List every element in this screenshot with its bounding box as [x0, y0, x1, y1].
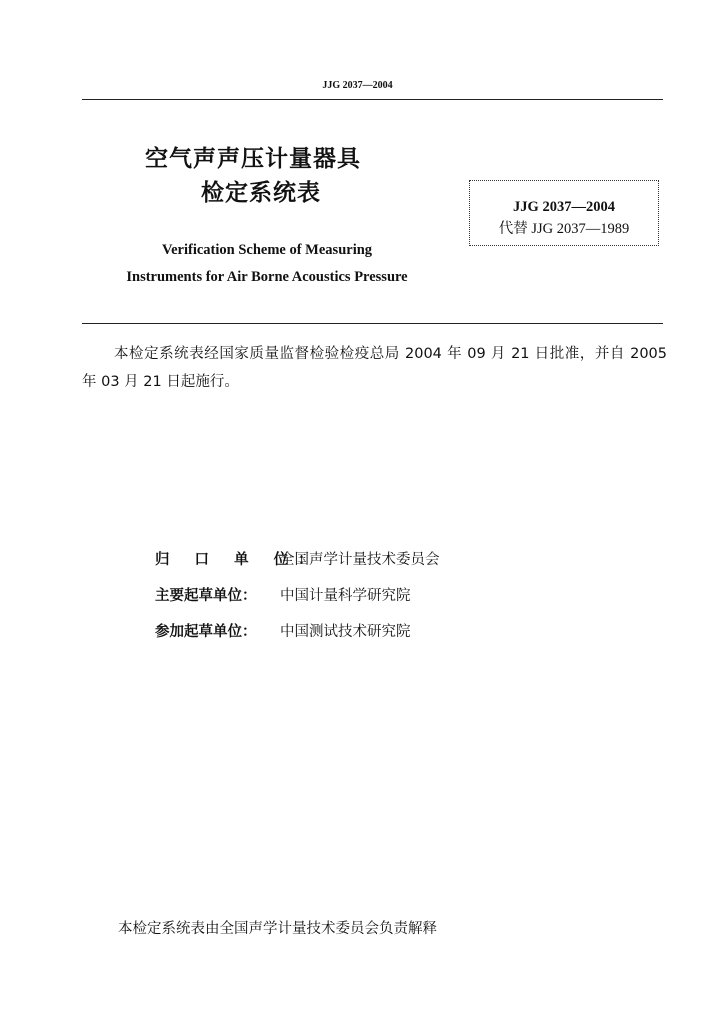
- unit-row-participating-drafter: [155, 620, 440, 656]
- header-rule: [82, 99, 663, 100]
- interpretation-note: 本检定系统表由全国声学计量技术委员会负责解释: [118, 921, 437, 937]
- unit-label: 参加起草单位：: [155, 624, 257, 640]
- section-rule: [82, 323, 663, 324]
- title-english: [82, 237, 452, 291]
- unit-value: 中国计量科学研究院: [280, 588, 411, 604]
- title-chinese-line1: 空气声声压计量器具: [145, 146, 361, 172]
- unit-row-responsible: [155, 548, 440, 584]
- title-english-line2: Instruments for Air Borne Acoustics Pressure: [126, 269, 408, 285]
- header-standard-code: JJG 2037—2004: [322, 80, 393, 91]
- unit-label: 主要起草单位：: [155, 588, 257, 604]
- title-chinese: [145, 142, 361, 210]
- title-chinese-line2: 检定系统表: [201, 180, 321, 206]
- unit-value: 中国测试技术研究院: [280, 624, 411, 640]
- unit-row-main-drafter: [155, 584, 440, 620]
- standard-code: JJG 2037—2004: [513, 199, 615, 215]
- standard-code-box: [469, 180, 659, 246]
- replaces-code: 代替 JJG 2037—1989: [498, 221, 630, 237]
- approval-statement: 本检定系统表经国家质量监督检验检疫总局 2004 年 09 月 21 日批准，并自 2005 年 03 月 21 日起施行。: [82, 346, 667, 390]
- unit-label: 归 口 单 位：: [155, 552, 323, 568]
- unit-value: 全国声学计量技术委员会: [280, 552, 440, 568]
- drafting-units: [155, 548, 440, 656]
- title-english-line1: Verification Scheme of Measuring: [161, 242, 373, 258]
